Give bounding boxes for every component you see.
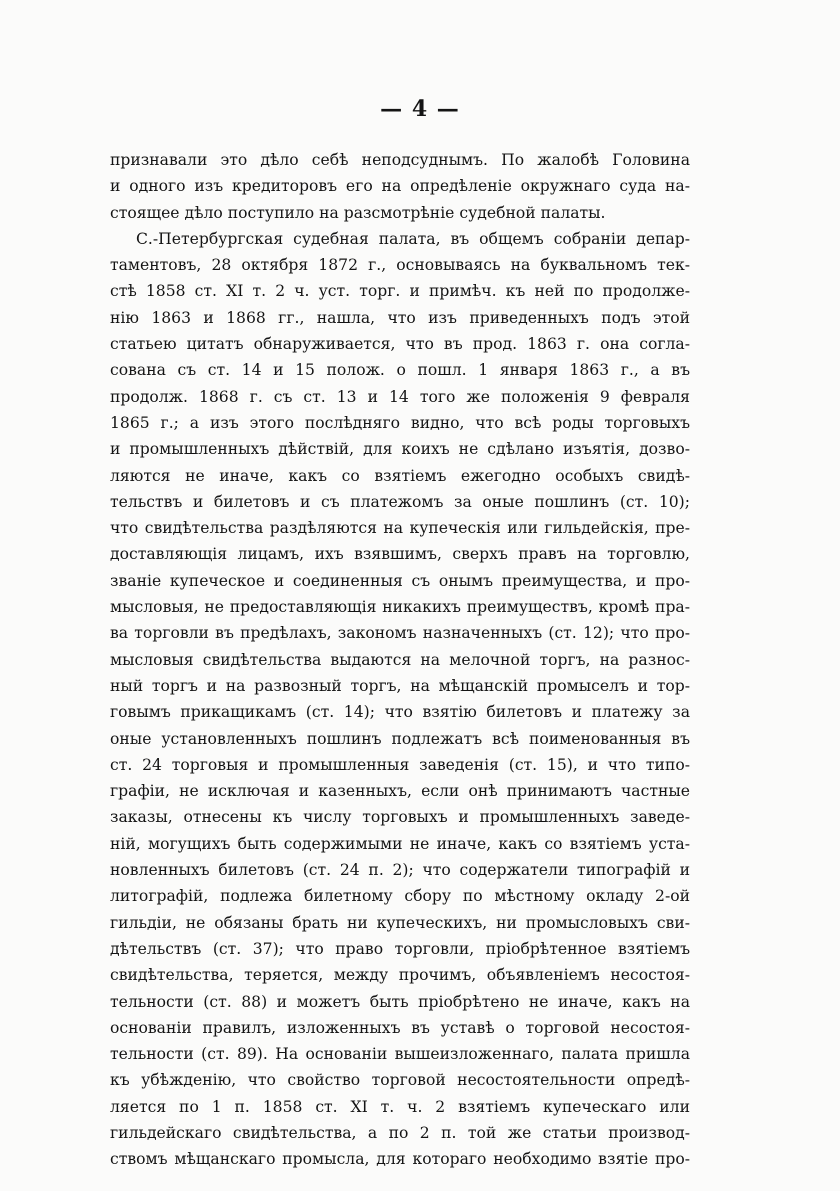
- text-line: гильдіи, не обязаны брать ни купеческихъ, ни промысловыхъ сви-: [110, 913, 690, 932]
- text-line: доставляющія лицамъ, ихъ взявшимъ, сверхъ правъ на торговлю,: [110, 545, 690, 564]
- text-line: мысловыя свидѣтельства выдаются на мелочной торгъ, на разнос-: [110, 650, 690, 669]
- text-line: графіи, не исключая и казенныхъ, если онѣ принимаютъ частные: [110, 782, 690, 801]
- text-line: званіе купеческое и соединенныя съ онымъ преимущества, и про-: [110, 571, 690, 590]
- text-line: нію 1863 и 1868 гг., нашла, что изъ приведенныхъ подъ этой: [110, 308, 690, 327]
- text-line: и промышленныхъ дѣйствій, для коихъ не сдѣлано изъятія, дозво-: [110, 440, 690, 459]
- text-line: что свидѣтельства раздѣляются на купеческія или гильдейскія, пре-: [110, 519, 690, 538]
- text-line: ляются не иначе, какъ со взятіемъ ежегодно особыхъ свидѣ-: [110, 466, 690, 485]
- text-line: тельности (ст. 88) и можетъ быть пріобрѣтено не иначе, какъ на: [110, 992, 690, 1011]
- text-line: ва торговли въ предѣлахъ, закономъ назначенныхъ (ст. 12); что про-: [110, 624, 690, 643]
- text-line: таментовъ, 28 октября 1872 г., основываясь на буквальномъ тек-: [110, 256, 690, 275]
- text-line: тельствъ и билетовъ и съ платежомъ за оные пошлинъ (ст. 10);: [110, 492, 690, 511]
- text-line: сована съ ст. 14 и 15 полож. о пошл. 1 января 1863 г., а въ: [110, 361, 690, 380]
- text-line: гильдейскаго свидѣтельства, а по 2 п. той же статьи производ-: [110, 1123, 690, 1142]
- text-line: и одного изъ кредиторовъ его на опредѣленіе окружнаго суда на-: [110, 177, 690, 196]
- text-line: заказы, отнесены къ числу торговыхъ и промышленныхъ заведе-: [110, 808, 690, 827]
- text-line: говымъ прикащикамъ (ст. 14); что взятію билетовъ и платежу за: [110, 703, 690, 722]
- text-line: къ убѣжденію, что свойство торговой несостоятельности опредѣ-: [110, 1071, 690, 1090]
- text-line: стѣ 1858 ст. XI т. 2 ч. уст. торг. и примѣч. къ ней по продолже-: [110, 282, 690, 301]
- page-number: — 4 —: [380, 96, 460, 122]
- text-line: статьею цитатъ обнаруживается, что въ прод. 1863 г. она согла-: [110, 335, 690, 354]
- text-line: ній, могущихъ быть содержимыми не иначе, какъ со взятіемъ уста-: [110, 834, 690, 853]
- text-line: тельности (ст. 89). На основаніи вышеизложеннаго, палата пришла: [110, 1045, 690, 1064]
- text-line: продолж. 1868 г. съ ст. 13 и 14 того же положенія 9 февраля: [110, 387, 690, 406]
- text-line: ный торгъ и на развозный торгъ, на мѣщанскій промыселъ и тор-: [110, 676, 690, 695]
- text-line: основаніи правилъ, изложенныхъ въ уставѣ о торговой несостоя-: [110, 1018, 690, 1037]
- text-line: дѣтельствъ (ст. 37); что право торговли, пріобрѣтенное взятіемъ: [110, 939, 690, 958]
- text-line: стоящее дѣло поступило на разсмотрѣніе судебной палаты.: [110, 203, 606, 222]
- text-line: новленныхъ билетовъ (ст. 24 п. 2); что содержатели типографій и: [110, 861, 690, 880]
- text-line: С.-Петербургская судебная палата, въ общемъ собраніи депар-: [136, 229, 690, 248]
- text-line: ст. 24 торговыя и промышленныя заведенія (ст. 15), и что типо-: [110, 755, 690, 774]
- text-line: ляется по 1 п. 1858 ст. XI т. ч. 2 взятіемъ купеческаго или: [110, 1097, 690, 1116]
- text-line: признавали это дѣло себѣ неподсуднымъ. По жалобѣ Головина: [110, 151, 690, 169]
- text-line: ствомъ мѣщанскаго промысла, для котораго необходимо взятіе про-: [110, 1150, 690, 1169]
- text-line: свидѣтельства, теряется, между прочимъ, объявленіемъ несостоя-: [110, 966, 690, 985]
- text-line: мысловыя, не предоставляющія никакихъ преимуществъ, кромѣ пра-: [110, 598, 690, 617]
- text-line: 1865 г.; а изъ этого послѣдняго видно, что всѣ роды торговыхъ: [110, 413, 690, 432]
- text-line: литографій, подлежа билетному сбору по мѣстному окладу 2-ой: [110, 887, 690, 906]
- body-text: [110, 147, 690, 1173]
- text-line: оные установленныхъ пошлинъ подлежатъ всѣ поименованныя въ: [110, 729, 690, 748]
